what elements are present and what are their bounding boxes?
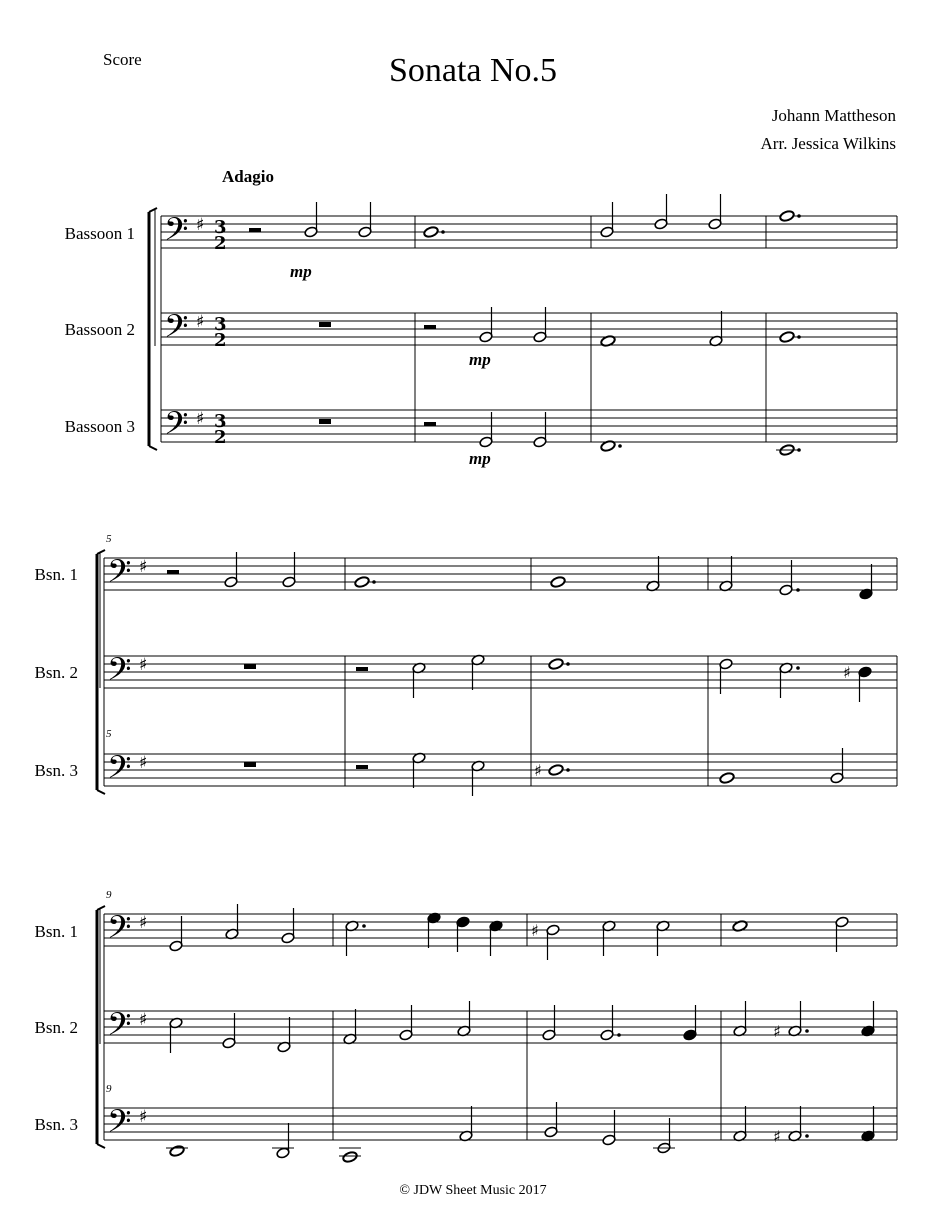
whole-rest xyxy=(244,762,256,767)
time-signature: 3 xyxy=(214,411,227,432)
instrument-name: Bassoon 3 xyxy=(64,417,135,436)
bass-clef-icon: 𝄢 xyxy=(107,1103,132,1147)
dot xyxy=(566,662,570,666)
bracket xyxy=(149,208,157,212)
dot xyxy=(566,768,570,772)
notehead xyxy=(548,764,564,777)
bracket xyxy=(97,790,105,794)
arranger: Arr. Jessica Wilkins xyxy=(760,134,896,153)
dot xyxy=(796,588,800,592)
sharp-icon: ♯ xyxy=(843,663,851,682)
dynamic-mark: mp xyxy=(290,262,312,281)
whole-rest xyxy=(319,419,331,424)
notehead xyxy=(550,576,566,589)
time-signature: 2 xyxy=(214,330,227,351)
sharp-icon: ♯ xyxy=(139,1010,148,1030)
bass-clef-icon: 𝄢 xyxy=(164,405,189,449)
whole-rest xyxy=(319,322,331,327)
instrument-name: Bsn. 3 xyxy=(34,1115,78,1134)
copyright-footer: © JDW Sheet Music 2017 xyxy=(399,1183,547,1198)
sharp-icon: ♯ xyxy=(531,921,539,940)
tempo-marking: Adagio xyxy=(222,167,274,186)
bracket xyxy=(97,1144,105,1148)
dot xyxy=(797,335,801,339)
page-title: Sonata No.5 xyxy=(388,52,558,89)
half-rest xyxy=(356,765,368,769)
dot xyxy=(372,580,376,584)
half-rest xyxy=(249,228,261,232)
sharp-icon: ♯ xyxy=(773,1127,781,1146)
sharp-icon: ♯ xyxy=(196,409,205,429)
notehead xyxy=(423,226,439,239)
notehead xyxy=(169,1145,185,1158)
notehead xyxy=(354,576,370,589)
notehead xyxy=(779,331,795,344)
sharp-icon: ♯ xyxy=(139,1107,148,1127)
half-rest xyxy=(356,667,368,671)
bass-clef-icon: 𝄢 xyxy=(164,211,189,255)
measure-number: 5 xyxy=(106,728,112,740)
bass-clef-icon: 𝄢 xyxy=(107,909,132,953)
whole-rest xyxy=(244,664,256,669)
notehead xyxy=(779,210,795,223)
sharp-icon: ♯ xyxy=(196,215,205,235)
sharp-icon: ♯ xyxy=(196,312,205,332)
sharp-icon: ♯ xyxy=(139,913,148,933)
instrument-name: Bsn. 1 xyxy=(34,565,78,584)
dot xyxy=(441,230,445,234)
time-signature: 2 xyxy=(214,233,227,254)
time-signature: 3 xyxy=(214,217,227,238)
dynamic-mark: mp xyxy=(469,350,491,369)
dot xyxy=(362,924,366,928)
bass-clef-icon: 𝄢 xyxy=(107,1006,132,1050)
bass-clef-icon: 𝄢 xyxy=(107,749,132,793)
sharp-icon: ♯ xyxy=(139,655,148,675)
bracket xyxy=(97,550,105,554)
measure-number: 9 xyxy=(106,889,112,901)
instrument-name: Bsn. 3 xyxy=(34,761,78,780)
bracket xyxy=(149,446,157,450)
instrument-name: Bassoon 2 xyxy=(64,320,135,339)
bass-clef-icon: 𝄢 xyxy=(164,308,189,352)
dot xyxy=(618,444,622,448)
half-rest xyxy=(424,325,436,329)
instrument-name: Bsn. 2 xyxy=(34,663,78,682)
sharp-icon: ♯ xyxy=(773,1022,781,1041)
instrument-name: Bassoon 1 xyxy=(64,224,135,243)
dot xyxy=(805,1029,809,1033)
sharp-icon: ♯ xyxy=(139,557,148,577)
bass-clef-icon: 𝄢 xyxy=(107,553,132,597)
composer: Johann Mattheson xyxy=(771,106,896,125)
bracket xyxy=(97,906,105,910)
dot xyxy=(617,1033,621,1037)
notehead xyxy=(548,658,564,671)
half-rest xyxy=(424,422,436,426)
instrument-name: Bsn. 1 xyxy=(34,922,78,941)
bass-clef-icon: 𝄢 xyxy=(107,651,132,695)
half-rest xyxy=(167,570,179,574)
instrument-name: Bsn. 2 xyxy=(34,1018,78,1037)
notehead xyxy=(342,1151,358,1164)
dot xyxy=(805,1134,809,1138)
dynamic-mark: mp xyxy=(469,449,491,468)
time-signature: 3 xyxy=(214,314,227,335)
time-signature: 2 xyxy=(214,427,227,448)
score-label: Score xyxy=(103,50,142,69)
dot xyxy=(796,666,800,670)
measure-number: 5 xyxy=(106,533,112,545)
sharp-icon: ♯ xyxy=(534,761,542,780)
notehead xyxy=(719,772,735,785)
dot xyxy=(797,214,801,218)
sharp-icon: ♯ xyxy=(139,753,148,773)
measure-number: 9 xyxy=(106,1083,112,1095)
